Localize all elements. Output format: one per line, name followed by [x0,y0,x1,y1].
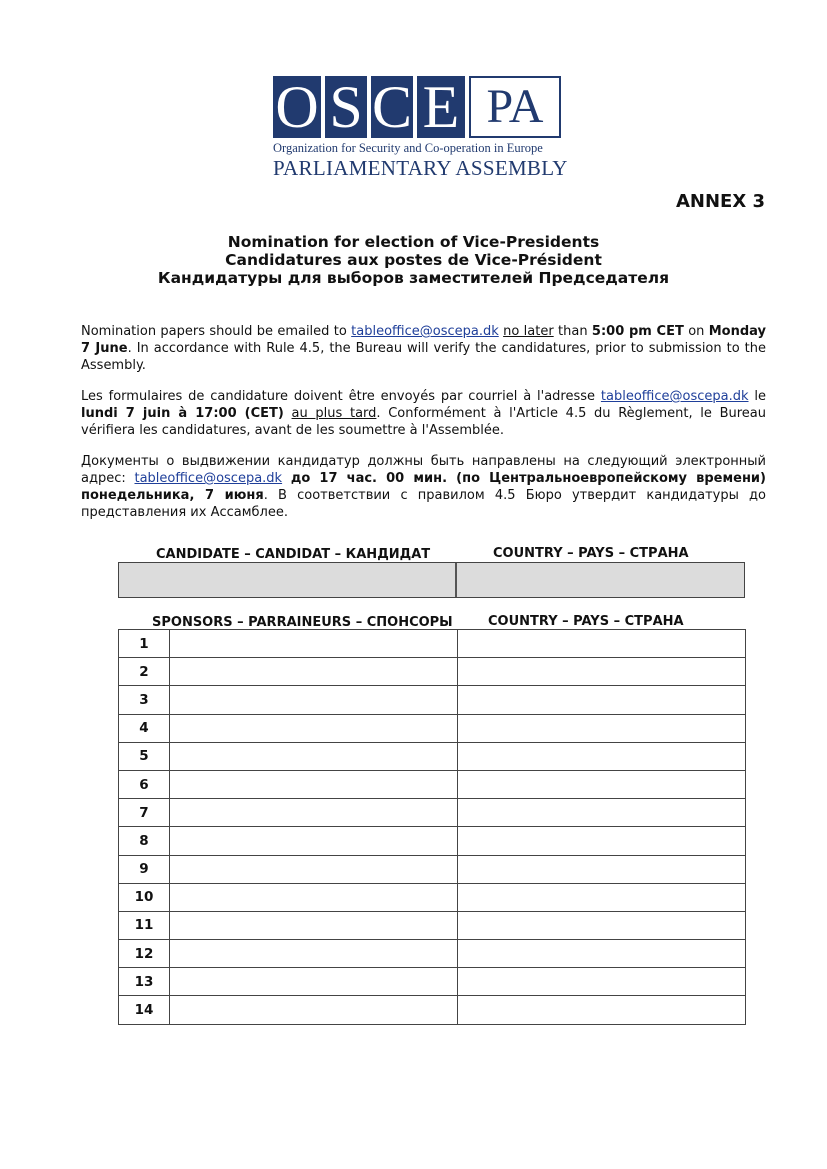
row-number: 5 [119,742,170,770]
table-row [119,658,746,686]
logo-letter-o: O [273,76,321,138]
logo-assembly-name: PARLIAMENTARY ASSEMBLY [273,156,568,180]
text: . Conformément à l'Article 4.5 du Règlement, le Bureau vérifiera les candidatures, avant de les soumettre à l'Assemblée. [81,406,767,438]
table-row [119,630,746,658]
instructions-french [81,388,766,439]
row-number: 11 [119,911,170,939]
sponsor-country-field[interactable] [458,827,746,855]
row-number: 1 [119,630,170,658]
table-row [119,911,746,939]
sponsor-name-field[interactable] [170,827,458,855]
document-titles [0,233,827,287]
candidate-fields [118,562,745,598]
row-number: 12 [119,940,170,968]
text: on [683,324,709,339]
text: than [553,324,592,339]
sponsors-country-header: COUNTRY – PAYS – СТРАНА [488,614,684,629]
row-number: 7 [119,799,170,827]
instructions-russian [81,453,766,521]
row-number: 4 [119,714,170,742]
text: le [748,389,766,404]
email-link[interactable]: tableoffice@oscepa.dk [351,324,499,339]
logo-letter-e: E [417,76,465,138]
sponsor-name-field[interactable] [170,630,458,658]
text [282,471,291,486]
sponsor-name-field[interactable] [170,911,458,939]
table-row [119,799,746,827]
table-row [119,883,746,911]
sponsor-name-field[interactable] [170,742,458,770]
table-row [119,742,746,770]
sponsor-country-field[interactable] [458,658,746,686]
oscepa-logo [273,76,573,181]
row-number: 8 [119,827,170,855]
table-row [119,714,746,742]
logo-letter-s: S [325,76,367,138]
sponsor-country-field[interactable] [458,883,746,911]
sponsor-name-field[interactable] [170,996,458,1024]
title-russian: Кандидатуры для выборов заместителей Председателя [157,269,670,287]
text [284,406,292,421]
email-link[interactable]: tableoffice@oscepa.dk [600,389,749,404]
sponsor-country-field[interactable] [458,996,746,1024]
sponsor-country-field[interactable] [458,630,746,658]
sponsor-country-field[interactable] [458,742,746,770]
sponsor-country-field[interactable] [458,714,746,742]
text: . В соответствии с правилом 4.5 Бюро утвердит кандидатуры до представления их Ассамблее. [81,488,766,520]
table-row [119,770,746,798]
table-row [119,827,746,855]
candidate-header: CANDIDATE – CANDIDAT – КАНДИДАТ [156,547,431,562]
sponsor-name-field[interactable] [170,883,458,911]
sponsor-name-field[interactable] [170,714,458,742]
sponsor-name-field[interactable] [170,658,458,686]
row-number: 6 [119,770,170,798]
sponsor-country-field[interactable] [458,968,746,996]
deadline: до 17 час. 00 мин. (по Центральноевропейскому времени) понедельника, 7 июня [81,471,766,503]
title-french: Candidatures aux postes de Vice-Président [225,251,602,269]
deadline-date: lundi 7 juin à 17:00 (CET) [81,406,284,421]
candidate-name-field[interactable] [119,563,457,597]
annex-label: ANNEX 3 [675,191,765,212]
table-row [119,855,746,883]
sponsor-name-field[interactable] [170,770,458,798]
text: Nomination papers should be emailed to [81,324,352,339]
deadline-date: Monday 7 June [81,324,767,356]
sponsor-name-field[interactable] [170,686,458,714]
row-number: 13 [119,968,170,996]
au-plus-tard-text: au plus tard [291,406,377,421]
row-number: 14 [119,996,170,1024]
sponsor-name-field[interactable] [170,940,458,968]
text: Les formulaires de candidature doivent être envoyés par courriel à l'adresse [81,389,601,404]
sponsors-header: SPONSORS – PARRAINEURS – СПОНСОРЫ [152,615,453,630]
instructions-english [81,323,766,374]
sponsor-name-field[interactable] [170,855,458,883]
sponsor-country-field[interactable] [458,855,746,883]
sponsors-table [118,629,746,1025]
logo-letter-boxes [273,76,573,138]
text: . In accordance with Rule 4.5, the Bureau will verify the candidatures, prior to submission to the Assembly. [81,341,766,373]
sponsor-name-field[interactable] [170,968,458,996]
row-number: 9 [119,855,170,883]
sponsor-country-field[interactable] [458,770,746,798]
table-row [119,996,746,1024]
sponsor-country-field[interactable] [458,911,746,939]
row-number: 3 [119,686,170,714]
table-row [119,968,746,996]
logo-pa-box: PA [469,76,561,138]
table-row [119,940,746,968]
sponsor-country-field[interactable] [458,686,746,714]
deadline-time: 5:00 pm CET [591,324,684,339]
email-link[interactable]: tableoffice@oscepa.dk [134,471,283,486]
sponsor-country-field[interactable] [458,940,746,968]
text: Документы о выдвижении кандидатур должны быть направлены на следующий электронный адрес: [81,454,766,486]
no-later-text: no later [503,324,554,339]
table-row [119,686,746,714]
title-english: Nomination for election of Vice-Presidents [227,233,600,251]
sponsor-country-field[interactable] [458,799,746,827]
candidate-country-header: COUNTRY – PAYS – СТРАНА [493,546,689,561]
row-number: 10 [119,883,170,911]
logo-organization-name: Organization for Security and Co-operation in Europe [273,141,543,155]
logo-letter-c: C [371,74,413,140]
sponsor-name-field[interactable] [170,799,458,827]
candidate-country-field[interactable] [457,563,744,597]
row-number: 2 [119,658,170,686]
